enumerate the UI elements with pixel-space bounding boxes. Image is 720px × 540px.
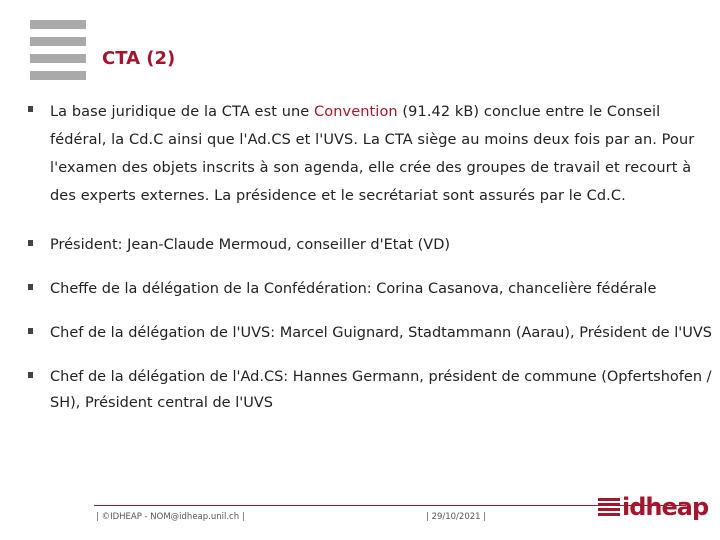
bullet-confederation-delegation <box>28 276 712 302</box>
slide-title: CTA (2) <box>102 48 176 69</box>
confederation-delegation-text: Cheffe de la délégation de la Confédération: Corina Casanova, chancelière fédérale <box>50 281 657 297</box>
convention-link[interactable]: Convention <box>314 104 398 120</box>
uvs-delegation-text: Chef de la délégation de l'UVS: Marcel Guignard, Stadtammann (Aarau), Président de l'UVS <box>50 325 712 341</box>
footer-copyright: | ©IDHEAP - NOM@idheap.unil.ch | <box>96 512 245 522</box>
idheap-logo <box>598 492 708 522</box>
square-bullet-icon <box>28 106 33 112</box>
legal-basis-text-end: (91.42 kB) conclue entre le Conseil fédéral, la Cd.C ainsi que l'Ad.CS et l'UVS. La CTA siège au moins deux fois par an. Pour l'examen des objets inscrits à son agenda, elle crée des groupes de travail et recourt à des experts externes. La présidence et le secrétariat sont assurés par le Cd.C. <box>50 104 695 204</box>
bullet-president <box>28 232 712 258</box>
president-text: Président: Jean-Claude Mermoud, conseiller d'Etat (VD) <box>50 237 451 253</box>
bullet-legal-basis <box>28 98 712 210</box>
menu-bars-logo-icon <box>30 20 86 88</box>
legal-basis-text-start: La base juridique de la CTA est une <box>50 104 315 120</box>
square-bullet-icon <box>28 284 33 290</box>
square-bullet-icon <box>28 372 33 378</box>
footer-date: | 29/10/2021 | <box>426 512 487 522</box>
adcs-delegation-text: Chef de la délégation de l'Ad.CS: Hannes Germann, président de commune (Opfertshofen / SH), Président central de l'UVS <box>50 369 712 411</box>
bullet-adcs-delegation <box>28 364 712 416</box>
logo-stripes-icon <box>598 496 620 518</box>
square-bullet-icon <box>28 328 33 334</box>
brand-name: idheap <box>622 493 709 521</box>
bullet-list <box>28 98 712 434</box>
bullet-uvs-delegation <box>28 320 712 346</box>
square-bullet-icon <box>28 240 33 246</box>
